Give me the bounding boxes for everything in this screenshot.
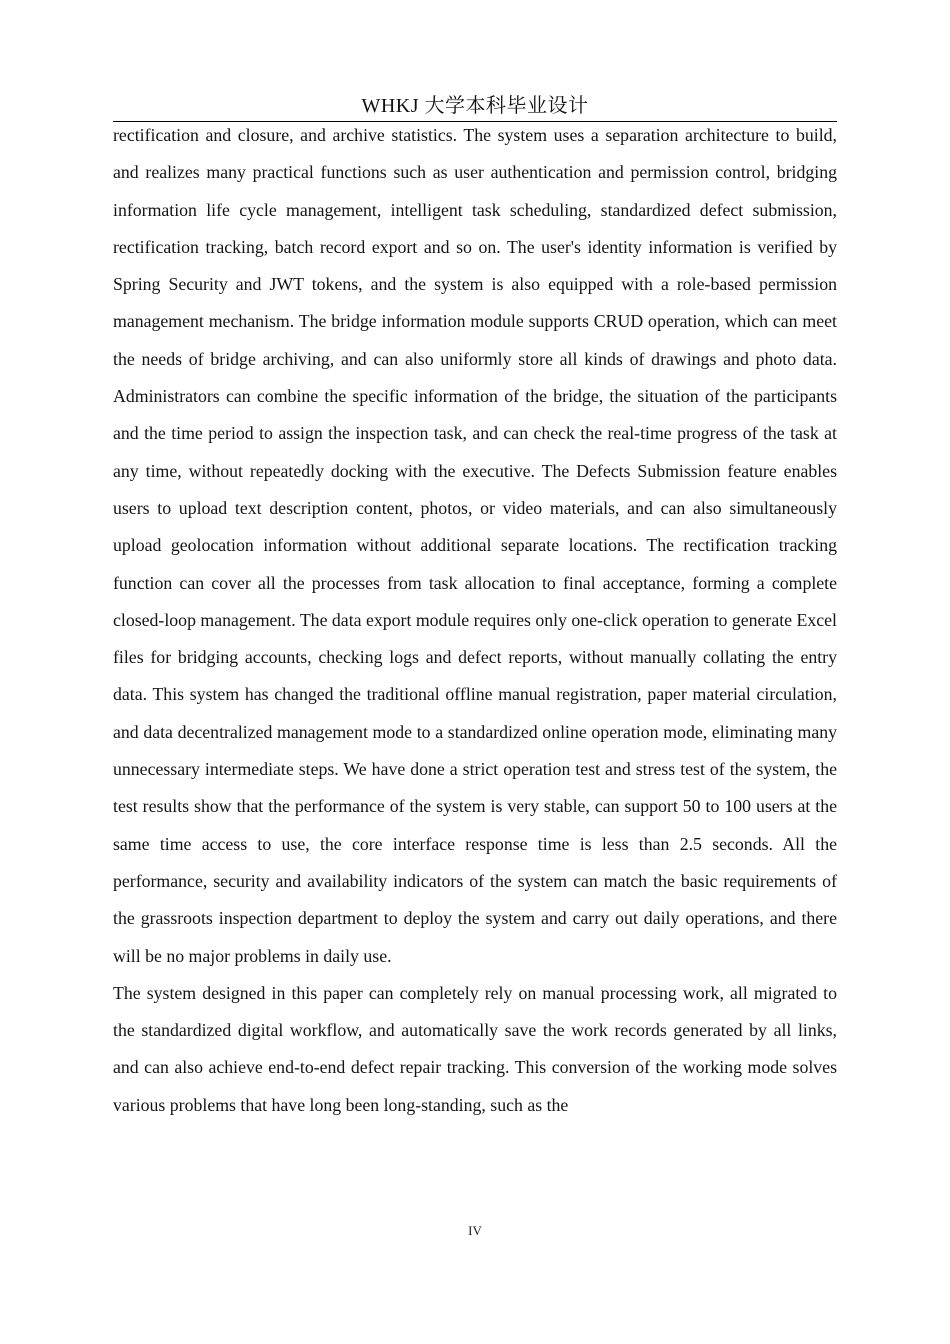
- paragraph-1: rectification and closure, and archive statistics. The system uses a separation architecture to build, and realizes many practical functions such as user authentication and permission control, bridging information life cycle management, intelligent task scheduling, standardized defect submission, rectification tracking, batch record export and so on. The user's identity information is verified by Spring Security and JWT tokens, and the system is also equipped with a role-based permission management mechanism. The bridge information module supports CRUD operation, which can meet the needs of bridge archiving, and can also uniformly store all kinds of drawings and photo data. Administrators can combine the specific information of the bridge, the situation of the participants and the time period to assign the inspection task, and can check the real-time progress of the task at any time, without repeatedly docking with the executive. The Defects Submission feature enables users to upload text description content, photos, or video materials, and can also simultaneously upload geolocation information without additional separate locations. The rectification tracking function can cover all the processes from task allocation to final acceptance, forming a complete closed-loop management. The data export module requires only one-click operation to generate Excel files for bridging accounts, checking logs and defect reports, without manually collating the entry data. This system has changed the traditional offline manual registration, paper material circulation, and data decentralized management mode to a standardized online operation mode, eliminating many unnecessary intermediate steps. We have done a strict operation test and stress test of the system, the test results show that the performance of the system is very stable, can support 50 to 100 users at the same time access to use, the core interface response time is less than 2.5 seconds. All the performance, security and availability indicators of the system can match the basic requirements of the grassroots inspection department to deploy the system and carry out daily operations, and there will be no major problems in daily use.: [113, 125, 837, 966]
- body-text: [113, 117, 837, 1124]
- page-number: IV: [468, 1223, 482, 1238]
- paragraph-2: The system designed in this paper can completely rely on manual processing work, all migrated to the standardized digital workflow, and automatically save the work records generated by all links, and can also achieve end-to-end defect repair tracking. This conversion of the working mode solves various problems that have long been long-standing, such as the: [113, 982, 837, 1115]
- running-header: WHKJ 大学本科毕业设计: [361, 95, 589, 117]
